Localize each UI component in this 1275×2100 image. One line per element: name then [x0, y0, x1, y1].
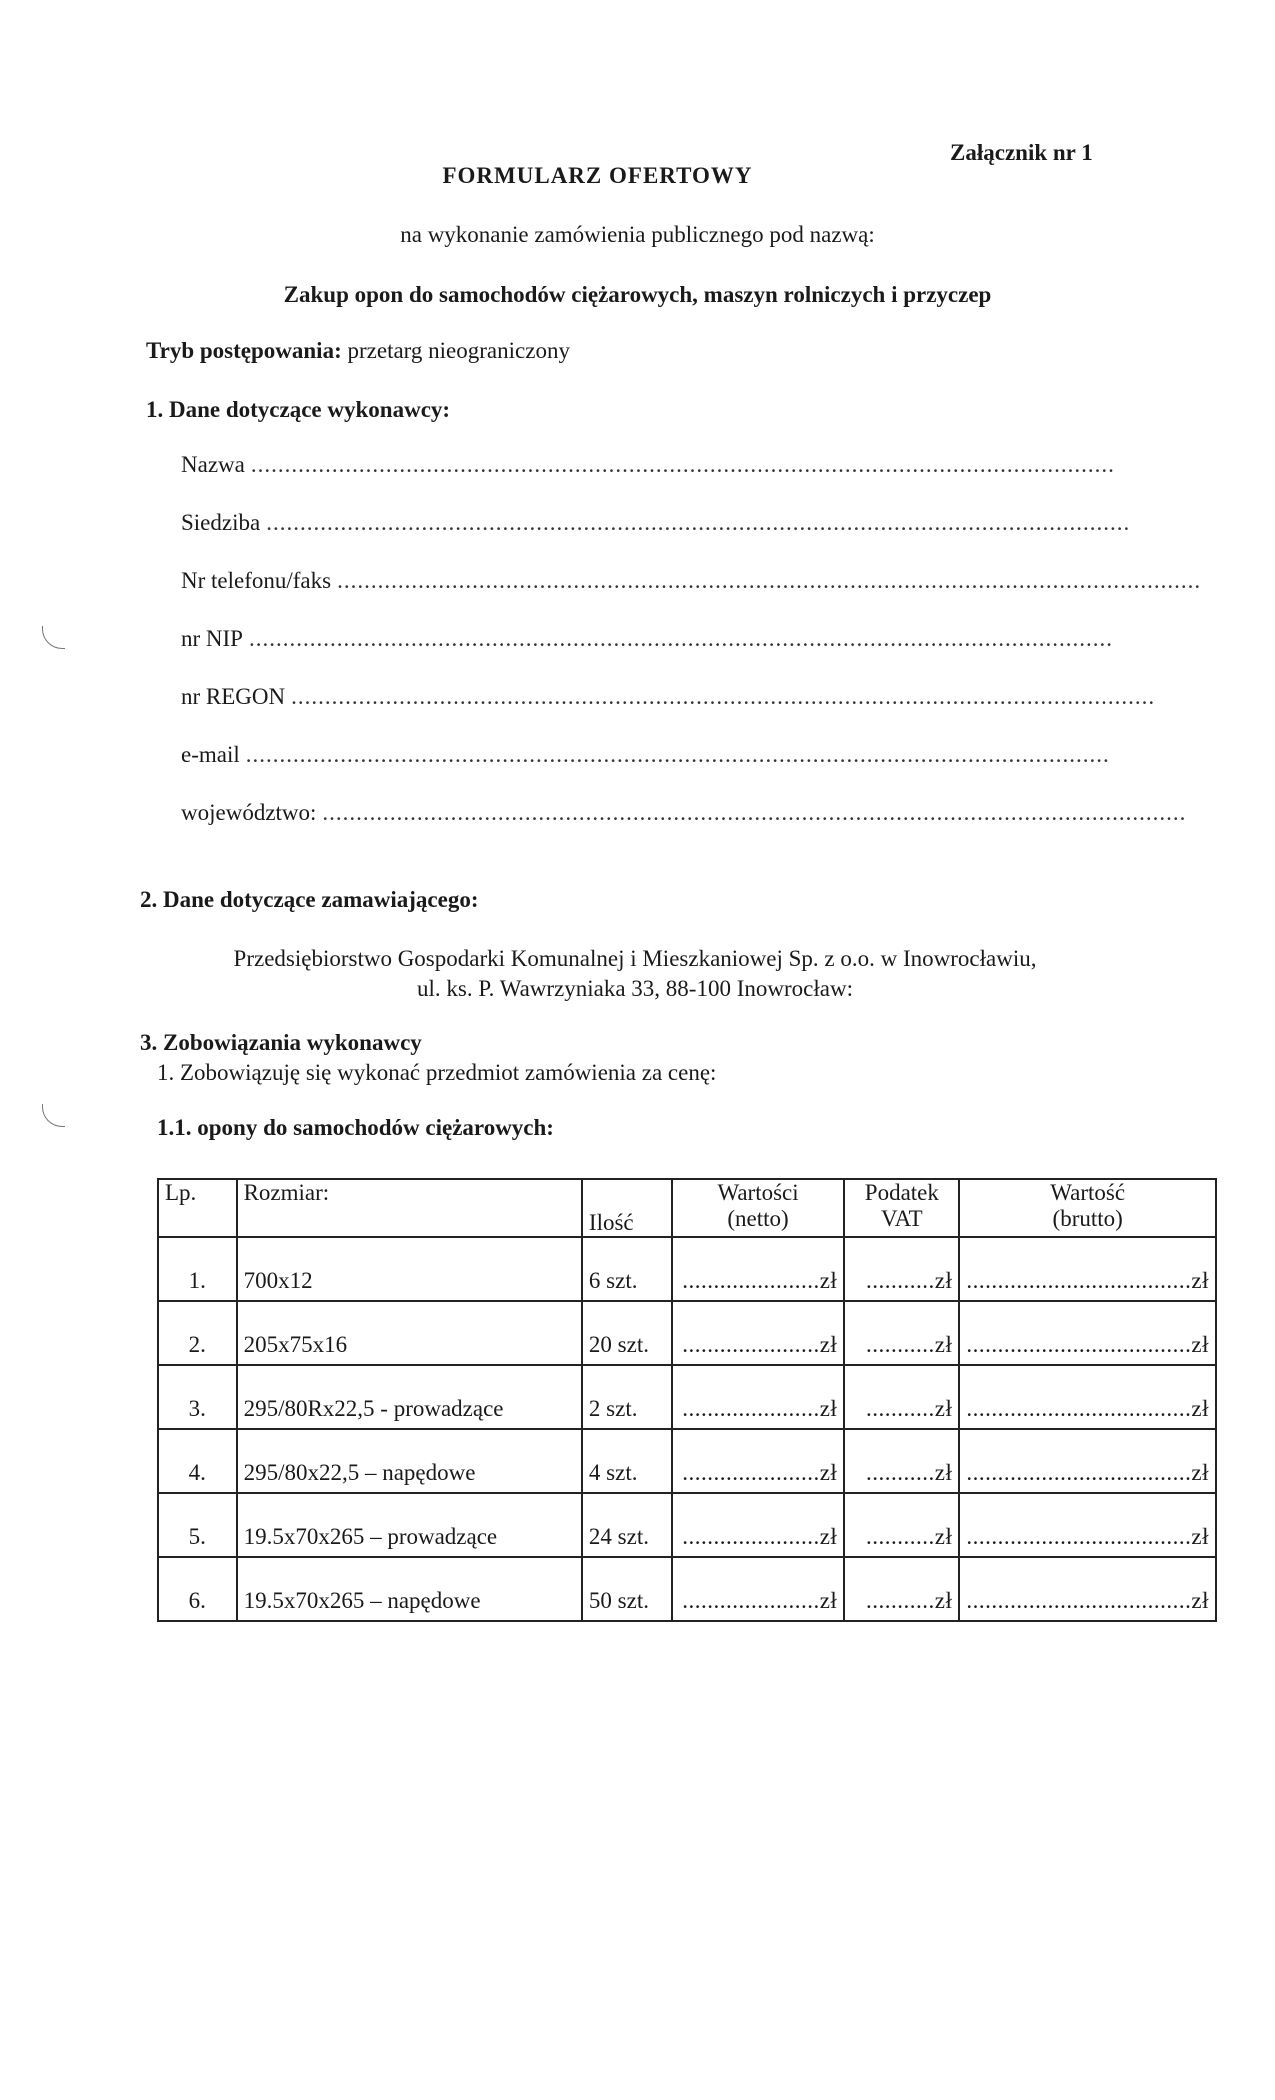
row-size: 700x12 [237, 1237, 582, 1301]
gross-value-field[interactable]: ....................................zł [959, 1493, 1216, 1557]
table-row [158, 1557, 1216, 1621]
subtitle: na wykonanie zamówienia publicznego pod nazwą: [400, 222, 875, 247]
field-wojewodztwo[interactable] [181, 800, 1187, 826]
procedure-value: przetarg nieograniczony [347, 338, 570, 363]
contracting-authority-name: Przedsiębiorstwo Gospodarki Komunalnej i Mieszkaniowej Sp. z o.o. w Inowrocławiu, [233, 946, 1037, 971]
fill-in-dots[interactable]: ................................................................................................................................ [291, 684, 1156, 709]
row-size: 19.5x70x265 – prowadzące [237, 1493, 582, 1557]
row-size: 295/80x22,5 – napędowe [237, 1429, 582, 1493]
fill-in-dots[interactable]: ................................................................................................................................ [322, 800, 1187, 825]
procedure-line [146, 338, 570, 364]
section-3-heading: 3. Zobowiązania wykonawcy [140, 1030, 422, 1055]
subsection-heading: 1.1. opony do samochodów ciężarowych: [157, 1115, 554, 1140]
table-row [158, 1493, 1216, 1557]
header-vat-line1: Podatek [864, 1180, 939, 1205]
section-1-heading: 1. Dane dotyczące wykonawcy: [146, 397, 451, 422]
row-qty: 20 szt. [582, 1301, 672, 1365]
header-size: Rozmiar: [237, 1179, 582, 1237]
row-size: 19.5x70x265 – napędowe [237, 1557, 582, 1621]
field-label: nr NIP [181, 626, 243, 651]
field-label: Nr telefonu/faks [181, 568, 332, 593]
procedure-label: Tryb postępowania: [146, 338, 342, 363]
field-label: e-mail [181, 742, 240, 767]
table-row [158, 1301, 1216, 1365]
fill-in-dots[interactable]: ................................................................................................................................ [245, 742, 1110, 767]
fill-in-dots[interactable]: ................................................................................................................................ [337, 568, 1202, 593]
header-qty: Ilość [582, 1179, 672, 1237]
row-qty: 4 szt. [582, 1429, 672, 1493]
header-gross-line2: (brutto) [1052, 1206, 1123, 1231]
header-gross [959, 1179, 1216, 1237]
row-lp: 2. [158, 1301, 237, 1365]
commitment-item: 1. Zobowiązuję się wykonać przedmiot zamówienia za cenę: [157, 1060, 717, 1085]
row-qty: 6 szt. [582, 1237, 672, 1301]
field-nazwa[interactable] [181, 452, 1115, 478]
vat-value-field[interactable]: ...........zł [844, 1557, 959, 1621]
field-label: Nazwa [181, 452, 245, 477]
gross-value-field[interactable]: ....................................zł [959, 1557, 1216, 1621]
field-telefon[interactable] [181, 568, 1202, 594]
header-net-line1: Wartości [717, 1180, 799, 1205]
row-lp: 1. [158, 1237, 237, 1301]
row-lp: 3. [158, 1365, 237, 1429]
table-row [158, 1365, 1216, 1429]
net-value-field[interactable]: ......................zł [672, 1557, 845, 1621]
vat-value-field[interactable]: ...........zł [844, 1493, 959, 1557]
gross-value-field[interactable]: ....................................zł [959, 1301, 1216, 1365]
header-gross-line1: Wartość [1050, 1180, 1126, 1205]
offer-table [157, 1178, 1217, 1622]
net-value-field[interactable]: ......................zł [672, 1301, 845, 1365]
header-vat-line2: VAT [880, 1206, 923, 1231]
net-value-field[interactable]: ......................zł [672, 1237, 845, 1301]
gross-value-field[interactable]: ....................................zł [959, 1365, 1216, 1429]
section-2-heading: 2. Dane dotyczące zamawiającego: [140, 887, 479, 912]
table-row [158, 1237, 1216, 1301]
row-lp: 4. [158, 1429, 237, 1493]
field-siedziba[interactable] [181, 510, 1131, 536]
fill-in-dots[interactable]: ................................................................................................................................ [250, 452, 1115, 477]
order-name: Zakup opon do samochodów ciężarowych, maszyn rolniczych i przyczep [283, 282, 992, 307]
row-size: 295/80Rx22,5 - prowadzące [237, 1365, 582, 1429]
field-regon[interactable] [181, 684, 1156, 710]
page-title: FORMULARZ OFERTOWY [442, 163, 753, 188]
net-value-field[interactable]: ......................zł [672, 1365, 845, 1429]
field-label: Siedziba [181, 510, 261, 535]
row-lp: 6. [158, 1557, 237, 1621]
fill-in-dots[interactable]: ................................................................................................................................ [266, 510, 1131, 535]
table-row [158, 1429, 1216, 1493]
row-size: 205x75x16 [237, 1301, 582, 1365]
field-email[interactable] [181, 742, 1110, 768]
field-nip[interactable] [181, 626, 1113, 652]
row-qty: 24 szt. [582, 1493, 672, 1557]
header-vat [844, 1179, 959, 1237]
annex-label: Załącznik nr 1 [950, 140, 1093, 165]
net-value-field[interactable]: ......................zł [672, 1429, 845, 1493]
vat-value-field[interactable]: ...........zł [844, 1301, 959, 1365]
header-net-line2: (netto) [727, 1206, 789, 1231]
fill-in-dots[interactable]: ................................................................................................................................ [248, 626, 1113, 651]
punch-hole-mark [42, 1104, 65, 1127]
row-qty: 50 szt. [582, 1557, 672, 1621]
contracting-authority-address: ul. ks. P. Wawrzyniaka 33, 88-100 Inowrocław: [417, 976, 853, 1001]
header-net [672, 1179, 845, 1237]
net-value-field[interactable]: ......................zł [672, 1493, 845, 1557]
vat-value-field[interactable]: ...........zł [844, 1429, 959, 1493]
punch-hole-mark [42, 626, 65, 649]
row-lp: 5. [158, 1493, 237, 1557]
field-label: nr REGON [181, 684, 286, 709]
gross-value-field[interactable]: ....................................zł [959, 1237, 1216, 1301]
row-qty: 2 szt. [582, 1365, 672, 1429]
vat-value-field[interactable]: ...........zł [844, 1365, 959, 1429]
header-lp: Lp. [158, 1179, 237, 1237]
vat-value-field[interactable]: ...........zł [844, 1237, 959, 1301]
table-header-row [158, 1179, 1216, 1237]
field-label: województwo: [181, 800, 317, 825]
gross-value-field[interactable]: ....................................zł [959, 1429, 1216, 1493]
